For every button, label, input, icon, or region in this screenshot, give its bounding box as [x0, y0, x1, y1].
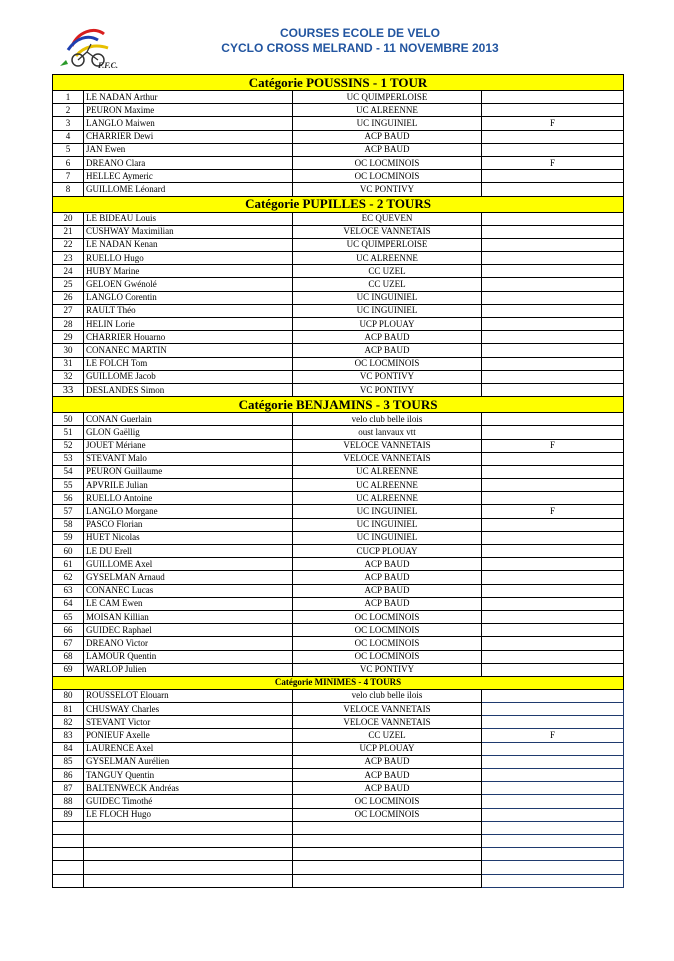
rider-flag — [482, 344, 624, 357]
rider-club: VC PONTIVY — [293, 183, 482, 196]
rider-number: 63 — [53, 584, 84, 597]
rider-flag — [482, 834, 624, 847]
rider-club: UC INGUINIEL — [293, 117, 482, 130]
rider-number: 27 — [53, 304, 84, 317]
table-row — [53, 130, 624, 143]
table-row — [53, 531, 624, 544]
rider-name: BALTENWECK Andréas — [84, 782, 293, 795]
rider-name: STEVANT Victor — [84, 716, 293, 729]
rider-number: 29 — [53, 331, 84, 344]
rider-club: UC INGUINIEL — [293, 291, 482, 304]
rider-club: VELOCE VANNETAIS — [293, 439, 482, 452]
rider-flag — [482, 597, 624, 610]
rider-flag — [482, 212, 624, 225]
table-row — [53, 104, 624, 117]
rider-flag — [482, 518, 624, 531]
rider-number: 30 — [53, 344, 84, 357]
rider-flag — [482, 479, 624, 492]
rider-name: LAMOUR Quentin — [84, 650, 293, 663]
table-row — [53, 861, 624, 874]
category-title: Catégorie BENJAMINS - 3 TOURS — [53, 397, 624, 413]
table-row — [53, 143, 624, 156]
table-row — [53, 252, 624, 265]
rider-flag — [482, 492, 624, 505]
table-row — [53, 91, 624, 104]
rider-flag — [482, 357, 624, 370]
table-row — [53, 318, 624, 331]
rider-name: HELIN Lorie — [84, 318, 293, 331]
table-row — [53, 518, 624, 531]
rider-number: 8 — [53, 183, 84, 196]
rider-name — [84, 848, 293, 861]
rider-name: PEURON Maxime — [84, 104, 293, 117]
rider-flag — [482, 104, 624, 117]
rider-number: 31 — [53, 357, 84, 370]
rider-flag — [482, 545, 624, 558]
rider-name: LAURENCE Axel — [84, 742, 293, 755]
rider-name: DREANO Clara — [84, 156, 293, 169]
table-row — [53, 808, 624, 821]
rider-number: 87 — [53, 782, 84, 795]
rider-club: VC PONTIVY — [293, 663, 482, 676]
rider-number: 89 — [53, 808, 84, 821]
rider-name: STEVANT Malo — [84, 452, 293, 465]
ffc-logo — [58, 24, 126, 70]
rider-name: PASCO Florian — [84, 518, 293, 531]
table-row — [53, 183, 624, 196]
rider-number — [53, 874, 84, 887]
rider-flag — [482, 624, 624, 637]
rider-club: ACP BAUD — [293, 584, 482, 597]
rider-name: DESLANDES Simon — [84, 383, 293, 396]
rider-club: OC LOCMINOIS — [293, 610, 482, 623]
rider-name — [84, 861, 293, 874]
rider-number: 69 — [53, 663, 84, 676]
rider-flag — [482, 742, 624, 755]
rider-name: GELOEN Gwénolé — [84, 278, 293, 291]
rider-name: CONANEC MARTIN — [84, 344, 293, 357]
rider-club: OC LOCMINOIS — [293, 637, 482, 650]
rider-club: CC UZEL — [293, 729, 482, 742]
rider-flag — [482, 703, 624, 716]
rider-club: oust lanvaux vtt — [293, 426, 482, 439]
table-row — [53, 492, 624, 505]
rider-club: ACP BAUD — [293, 344, 482, 357]
table-row — [53, 291, 624, 304]
table-row — [53, 703, 624, 716]
rider-name: RUELLO Hugo — [84, 252, 293, 265]
rider-number: 88 — [53, 795, 84, 808]
rider-club — [293, 874, 482, 887]
rider-club: UC INGUINIEL — [293, 518, 482, 531]
rider-number: 22 — [53, 238, 84, 251]
table-row — [53, 212, 624, 225]
rider-flag — [482, 716, 624, 729]
rider-number: 32 — [53, 370, 84, 383]
rider-name: MOISAN Killian — [84, 610, 293, 623]
rider-club: ACP BAUD — [293, 331, 482, 344]
document-subtitle: CYCLO CROSS MELRAND - 11 NOVEMBRE 2013 — [221, 41, 499, 55]
rider-club: VC PONTIVY — [293, 383, 482, 396]
rider-number: 83 — [53, 729, 84, 742]
rider-club: ACP BAUD — [293, 130, 482, 143]
rider-name: CHUSWAY Charles — [84, 703, 293, 716]
rider-name: CHARRIER Dewi — [84, 130, 293, 143]
table-row — [53, 344, 624, 357]
table-row — [53, 795, 624, 808]
ffc-logo-text: F.F.C. — [98, 61, 118, 70]
rider-name: LE DU Erell — [84, 545, 293, 558]
rider-club: VELOCE VANNETAIS — [293, 225, 482, 238]
rider-name: HELLEC Aymeric — [84, 170, 293, 183]
table-row — [53, 465, 624, 478]
rider-flag — [482, 225, 624, 238]
rider-club: UC ALREENNE — [293, 492, 482, 505]
rider-flag — [482, 531, 624, 544]
rider-flag: F — [482, 156, 624, 169]
rider-flag — [482, 663, 624, 676]
rider-name: RUELLO Antoine — [84, 492, 293, 505]
rider-flag — [482, 782, 624, 795]
rider-name: JAN Ewen — [84, 143, 293, 156]
rider-name: LANGLO Morgane — [84, 505, 293, 518]
table-row — [53, 452, 624, 465]
rider-name: HUET Nicolas — [84, 531, 293, 544]
table-row — [53, 304, 624, 317]
table-row — [53, 821, 624, 834]
rider-club: OC LOCMINOIS — [293, 170, 482, 183]
rider-club: velo club belle ilois — [293, 689, 482, 702]
rider-flag — [482, 558, 624, 571]
rider-club: UC ALREENNE — [293, 479, 482, 492]
rider-number: 25 — [53, 278, 84, 291]
rider-club: CC UZEL — [293, 278, 482, 291]
rider-club: VELOCE VANNETAIS — [293, 703, 482, 716]
rider-flag — [482, 795, 624, 808]
rider-name: PEURON Guillaume — [84, 465, 293, 478]
rider-number: 59 — [53, 531, 84, 544]
rider-name: LE FOLCH Tom — [84, 357, 293, 370]
table-row — [53, 663, 624, 676]
rider-flag — [482, 383, 624, 396]
rider-flag — [482, 452, 624, 465]
category-header — [53, 397, 624, 413]
rider-flag: F — [482, 439, 624, 452]
table-row — [53, 413, 624, 426]
rider-name: GUILLOME Léonard — [84, 183, 293, 196]
rider-flag — [482, 637, 624, 650]
rider-name — [84, 821, 293, 834]
rider-number: 85 — [53, 755, 84, 768]
rider-number: 80 — [53, 689, 84, 702]
rider-club: UC QUIMPERLOISE — [293, 91, 482, 104]
rider-flag — [482, 426, 624, 439]
rider-club: UC ALREENNE — [293, 252, 482, 265]
rider-number: 1 — [53, 91, 84, 104]
rider-name: ROUSSELOT Elouarn — [84, 689, 293, 702]
rider-club — [293, 821, 482, 834]
rider-name: PONIEUF Axelle — [84, 729, 293, 742]
rider-club: OC LOCMINOIS — [293, 357, 482, 370]
rider-number: 67 — [53, 637, 84, 650]
table-row — [53, 755, 624, 768]
rider-number: 65 — [53, 610, 84, 623]
rider-name: GYSELMAN Arnaud — [84, 571, 293, 584]
table-row — [53, 848, 624, 861]
rider-club: ACP BAUD — [293, 755, 482, 768]
rider-name: GUIDEC Raphael — [84, 624, 293, 637]
table-row — [53, 729, 624, 742]
rider-number — [53, 821, 84, 834]
rider-club: EC QUEVEN — [293, 212, 482, 225]
rider-name: CUSHWAY Maximilian — [84, 225, 293, 238]
rider-flag — [482, 331, 624, 344]
rider-club: UCP PLOUAY — [293, 742, 482, 755]
rider-club: VELOCE VANNETAIS — [293, 452, 482, 465]
rider-flag — [482, 91, 624, 104]
rider-table — [52, 74, 624, 888]
table-row — [53, 782, 624, 795]
rider-number: 6 — [53, 156, 84, 169]
category-header — [53, 196, 624, 212]
table-row — [53, 479, 624, 492]
rider-number: 86 — [53, 769, 84, 782]
rider-flag — [482, 874, 624, 887]
rider-club: velo club belle ilois — [293, 413, 482, 426]
rider-flag — [482, 650, 624, 663]
category-title: Catégorie MINIMES - 4 TOURS — [53, 676, 624, 689]
rider-number: 58 — [53, 518, 84, 531]
table-row — [53, 874, 624, 887]
rider-number: 50 — [53, 413, 84, 426]
rider-flag — [482, 370, 624, 383]
category-title: Catégorie PUPILLES - 2 TOURS — [53, 196, 624, 212]
rider-number: 54 — [53, 465, 84, 478]
table-row — [53, 558, 624, 571]
rider-flag — [482, 808, 624, 821]
rider-club: UC INGUINIEL — [293, 505, 482, 518]
rider-club: ACP BAUD — [293, 782, 482, 795]
rider-number: 23 — [53, 252, 84, 265]
category-header — [53, 75, 624, 91]
rider-name: GUILLOME Axel — [84, 558, 293, 571]
rider-name: LE FLOCH Hugo — [84, 808, 293, 821]
rider-flag — [482, 465, 624, 478]
rider-number: 4 — [53, 130, 84, 143]
rider-club: OC LOCMINOIS — [293, 795, 482, 808]
rider-flag — [482, 861, 624, 874]
category-title: Catégorie POUSSINS - 1 TOUR — [53, 75, 624, 91]
rider-number: 26 — [53, 291, 84, 304]
rider-number: 57 — [53, 505, 84, 518]
rider-name: WARLOP Julien — [84, 663, 293, 676]
rider-name: LE NADAN Kenan — [84, 238, 293, 251]
rider-club: ACP BAUD — [293, 597, 482, 610]
rider-flag — [482, 821, 624, 834]
rider-flag — [482, 278, 624, 291]
rider-number: 24 — [53, 265, 84, 278]
rider-name — [84, 874, 293, 887]
rider-club: OC LOCMINOIS — [293, 808, 482, 821]
rider-name: CONAN Guerlain — [84, 413, 293, 426]
table-row — [53, 238, 624, 251]
rider-club: CUCP PLOUAY — [293, 545, 482, 558]
rider-name: LE BIDEAU Louis — [84, 212, 293, 225]
rider-name: JOUET Mériane — [84, 439, 293, 452]
rider-flag — [482, 755, 624, 768]
table-row — [53, 624, 624, 637]
rider-flag — [482, 610, 624, 623]
rider-flag — [482, 413, 624, 426]
rider-club: UC ALREENNE — [293, 465, 482, 478]
table-row — [53, 545, 624, 558]
rider-club: ACP BAUD — [293, 769, 482, 782]
rider-club — [293, 848, 482, 861]
rider-club — [293, 834, 482, 847]
rider-number: 62 — [53, 571, 84, 584]
table-row — [53, 742, 624, 755]
rider-flag — [482, 689, 624, 702]
rider-flag — [482, 183, 624, 196]
rider-flag — [482, 265, 624, 278]
rider-flag — [482, 571, 624, 584]
rider-number: 52 — [53, 439, 84, 452]
table-row — [53, 716, 624, 729]
table-row — [53, 584, 624, 597]
rider-number: 82 — [53, 716, 84, 729]
rider-club: UCP PLOUAY — [293, 318, 482, 331]
rider-club: ACP BAUD — [293, 558, 482, 571]
table-row — [53, 637, 624, 650]
table-row — [53, 331, 624, 344]
rider-number: 33 — [53, 383, 84, 396]
rider-name: APVRILE Julian — [84, 479, 293, 492]
table-row — [53, 650, 624, 663]
rider-number: 53 — [53, 452, 84, 465]
rider-flag — [482, 252, 624, 265]
rider-number: 56 — [53, 492, 84, 505]
table-row — [53, 225, 624, 238]
table-row — [53, 357, 624, 370]
rider-club: OC LOCMINOIS — [293, 156, 482, 169]
rider-number: 55 — [53, 479, 84, 492]
rider-name: DREANO Victor — [84, 637, 293, 650]
rider-name: GUIDEC Timothé — [84, 795, 293, 808]
table-row — [53, 383, 624, 396]
rider-club: ACP BAUD — [293, 571, 482, 584]
rider-name: CHARRIER Houarno — [84, 331, 293, 344]
rider-number: 60 — [53, 545, 84, 558]
rider-flag — [482, 304, 624, 317]
table-row — [53, 769, 624, 782]
rider-club: UC ALREENNE — [293, 104, 482, 117]
rider-club: CC UZEL — [293, 265, 482, 278]
rider-flag — [482, 291, 624, 304]
rider-number: 64 — [53, 597, 84, 610]
rider-flag — [482, 584, 624, 597]
rider-flag: F — [482, 505, 624, 518]
rider-flag: F — [482, 729, 624, 742]
rider-flag — [482, 848, 624, 861]
rider-club: OC LOCMINOIS — [293, 650, 482, 663]
rider-number: 3 — [53, 117, 84, 130]
rider-name — [84, 834, 293, 847]
rider-number: 81 — [53, 703, 84, 716]
rider-club: VC PONTIVY — [293, 370, 482, 383]
rider-number: 20 — [53, 212, 84, 225]
rider-club: OC LOCMINOIS — [293, 624, 482, 637]
rider-flag — [482, 130, 624, 143]
rider-number: 66 — [53, 624, 84, 637]
rider-club: UC INGUINIEL — [293, 304, 482, 317]
rider-number: 5 — [53, 143, 84, 156]
rider-name: LE CAM Ewen — [84, 597, 293, 610]
table-row — [53, 610, 624, 623]
rider-flag — [482, 238, 624, 251]
rider-flag — [482, 769, 624, 782]
table-row — [53, 505, 624, 518]
table-row — [53, 439, 624, 452]
rider-name: GLON Gaëllig — [84, 426, 293, 439]
rider-number — [53, 834, 84, 847]
rider-name: CONANEC Lucas — [84, 584, 293, 597]
rider-number: 2 — [53, 104, 84, 117]
rider-number: 68 — [53, 650, 84, 663]
rider-name: LE NADAN Arthur — [84, 91, 293, 104]
rider-number: 28 — [53, 318, 84, 331]
rider-flag — [482, 143, 624, 156]
table-row — [53, 571, 624, 584]
rider-number: 21 — [53, 225, 84, 238]
rider-name: GUILLOME Jacob — [84, 370, 293, 383]
rider-number — [53, 848, 84, 861]
rider-name: TANGUY Quentin — [84, 769, 293, 782]
table-row — [53, 426, 624, 439]
table-row — [53, 156, 624, 169]
rider-number — [53, 861, 84, 874]
table-row — [53, 834, 624, 847]
rider-club: ACP BAUD — [293, 143, 482, 156]
table-row — [53, 689, 624, 702]
table-row — [53, 278, 624, 291]
table-row — [53, 117, 624, 130]
rider-name: LANGLO Corentin — [84, 291, 293, 304]
rider-number: 7 — [53, 170, 84, 183]
rider-flag: F — [482, 117, 624, 130]
rider-flag — [482, 170, 624, 183]
document-title: COURSES ECOLE DE VELO — [279, 26, 441, 40]
rider-club: VELOCE VANNETAIS — [293, 716, 482, 729]
rider-name: RAULT Théo — [84, 304, 293, 317]
table-row — [53, 597, 624, 610]
rider-name: GYSELMAN Aurélien — [84, 755, 293, 768]
rider-flag — [482, 318, 624, 331]
rider-name: LANGLO Maiwen — [84, 117, 293, 130]
table-row — [53, 265, 624, 278]
rider-club: UC INGUINIEL — [293, 531, 482, 544]
rider-name: HUBY Marine — [84, 265, 293, 278]
rider-number: 61 — [53, 558, 84, 571]
rider-club — [293, 861, 482, 874]
category-header — [53, 676, 624, 689]
rider-number: 84 — [53, 742, 84, 755]
table-row — [53, 370, 624, 383]
rider-number: 51 — [53, 426, 84, 439]
rider-club: UC QUIMPERLOISE — [293, 238, 482, 251]
table-row — [53, 170, 624, 183]
